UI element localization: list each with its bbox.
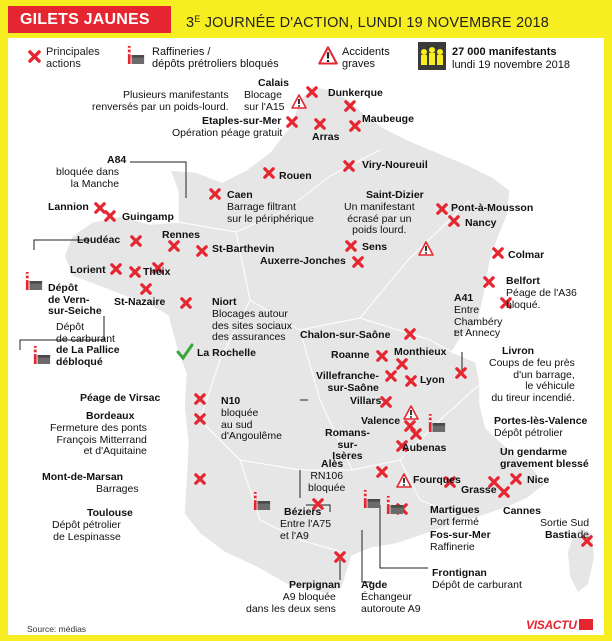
header-subtitle (186, 6, 549, 33)
label-peage-virsac: Péage de Virsac (80, 392, 161, 404)
label-villefranche: Villefranche- sur-Saône (316, 370, 379, 394)
label-lyon: Lyon (420, 374, 445, 386)
label-valence: Valence (361, 415, 401, 427)
label-pallice-state: débloqué (56, 356, 103, 368)
label-sens: Sens (362, 241, 388, 253)
label-calais-accident: Plusieurs manifestants renversés par un poids-lourd. (92, 89, 229, 113)
label-bastia-note: Sortie Sud de (540, 517, 590, 541)
label-frontignan-note: Dépôt de carburant (432, 579, 522, 591)
label-chalon: Chalon-sur-Saône (300, 329, 391, 341)
label-livron: Livron (502, 345, 535, 357)
label-etaples: Etaples-sur-Mer (202, 115, 282, 127)
label-perpignan-note: A9 bloquée dans les deux sens (246, 591, 336, 615)
label-rouen: Rouen (279, 170, 312, 182)
legend-protesters-date: lundi 19 novembre 2018 (452, 59, 571, 71)
label-rennes: Rennes (162, 229, 200, 241)
label-aubenas: Aubenas (402, 442, 447, 454)
label-lannion: Lannion (48, 201, 89, 213)
label-pallice-name: de La Pallice (56, 344, 120, 356)
label-guingamp: Guingamp (122, 211, 174, 223)
label-caen: Caen (227, 189, 253, 201)
label-belfort: Belfort (506, 275, 540, 287)
header-title: GILETS JAUNES (8, 6, 171, 33)
label-niort-note: Blocages autour des sites sociaux des assurances (212, 308, 292, 344)
label-saint-dizier: Saint-Dizier (366, 189, 424, 201)
label-toulouse-note: Dépôt pétrolier de Lespinasse (52, 519, 121, 543)
label-villars: Villars (350, 395, 382, 407)
label-a41-note: Entre Chambéry et Annecy (454, 304, 503, 340)
legend-refineries (152, 46, 279, 70)
label-frontignan: Frontignan (432, 567, 487, 579)
label-pallice-depot: Dépôt de carburant (56, 321, 115, 345)
label-bordeaux: Bordeaux (86, 410, 135, 422)
label-saint-dizier-note: Un manifestant écrasé par un poids lourd. (344, 201, 415, 237)
label-etaples-note: Opération péage gratuit (172, 127, 283, 139)
label-nice: Nice (527, 474, 550, 486)
label-mont-de-marsan: Mont-de-Marsan (42, 471, 124, 483)
label-ales: Alès (321, 458, 344, 470)
label-a84: A84 (107, 154, 127, 166)
source-credit: Source: médias (27, 624, 87, 634)
label-romans: Romans- sur- Isères (325, 427, 370, 463)
label-ales-note: RN106 bloquée (308, 470, 346, 494)
label-auxerre: Auxerre-Jonches (260, 255, 346, 267)
label-grasse: Grasse (461, 484, 497, 496)
label-portes-valence-note: Dépôt pétrolier (494, 427, 563, 439)
label-toulouse: Toulouse (87, 507, 133, 519)
label-a84-note: bloquée dans la Manche (56, 166, 120, 190)
label-fos-note: Raffinerie (430, 541, 475, 553)
label-martigues-note: Port fermé (430, 516, 480, 528)
label-fos: Fos-sur-Mer (430, 529, 491, 541)
label-fourques: Fourques (413, 474, 461, 486)
label-calais-note: Blocage sur l'A15 (244, 89, 285, 113)
label-perpignan: Perpignan (289, 579, 341, 591)
legend-actions (46, 46, 100, 70)
legend-accidents (342, 46, 390, 70)
legend-actions-text: Principales actions (46, 46, 100, 70)
label-n10: N10 (221, 395, 241, 407)
legend-protesters-count: 27 000 manifestants (452, 46, 557, 58)
label-caen-note: Barrage filtrant sur le périphérique (227, 201, 314, 225)
label-loudeac: Loudéac (77, 234, 121, 246)
label-dunkerque: Dunkerque (328, 87, 383, 99)
label-n10-note: bloquée au sud d'Angoulême (221, 407, 282, 443)
label-agde: Agde (361, 579, 388, 591)
label-bastia: Bastia (545, 529, 577, 541)
label-belfort-note: Péage de l'A36 bloqué. (506, 287, 577, 311)
logo-mark (579, 619, 593, 630)
label-mont-de-marsan-note: Barrages (96, 483, 139, 495)
crowd-icon (418, 42, 446, 70)
label-theix: Theix (143, 266, 171, 278)
label-beziers-note: Entre l'A75 et l'A9 (280, 518, 332, 542)
label-arras: Arras (312, 131, 340, 143)
label-calais: Calais (258, 77, 289, 89)
label-martigues: Martigues (430, 504, 480, 516)
legend-refineries-text: Raffineries / dépôts prétroliers bloqués (152, 46, 279, 70)
label-portes-valence: Portes-lès-Valence (494, 415, 588, 427)
label-nancy: Nancy (465, 217, 497, 229)
label-lorient: Lorient (70, 264, 106, 276)
label-gendarme: Un gendarme gravement blessé (500, 446, 589, 470)
label-pont-a-mousson: Pont-à-Mousson (451, 202, 534, 214)
label-vern-depot: Dépôt de Vern- sur-Seiche (48, 282, 102, 318)
label-monthieux: Monthieux (394, 346, 447, 358)
label-livron-note: Coups de feu près d'un barrage, le véhicule du tireur incendié. (489, 357, 575, 404)
label-maubeuge: Maubeuge (362, 113, 414, 125)
label-cannes: Cannes (503, 505, 541, 517)
logo-text: VISACTU (526, 618, 577, 632)
label-niort: Niort (212, 296, 237, 308)
label-agde-note: Échangeur autoroute A9 (361, 591, 421, 615)
label-a41: A41 (454, 292, 474, 304)
label-la-rochelle: La Rochelle (197, 347, 256, 359)
label-roanne: Roanne (331, 349, 370, 361)
label-bordeaux-note: Fermeture des ponts François Mitterrand et d'Aquitaine (50, 422, 147, 458)
legend-accidents-text: Accidents graves (342, 46, 390, 70)
label-beziers: Béziers (284, 506, 322, 518)
label-st-barthevin: St-Barthevin (212, 243, 275, 255)
label-viry: Viry-Noureuil (362, 159, 428, 171)
label-colmar: Colmar (508, 249, 545, 261)
label-st-nazaire: St-Nazaire (114, 296, 166, 308)
subtitle-ordinal: 3 (186, 15, 195, 31)
subtitle-sup: E (194, 14, 201, 24)
visactu-logo (526, 618, 593, 632)
subtitle-rest: JOURNÉE D'ACTION, LUNDI 19 NOVEMBRE 2018 (200, 15, 550, 31)
